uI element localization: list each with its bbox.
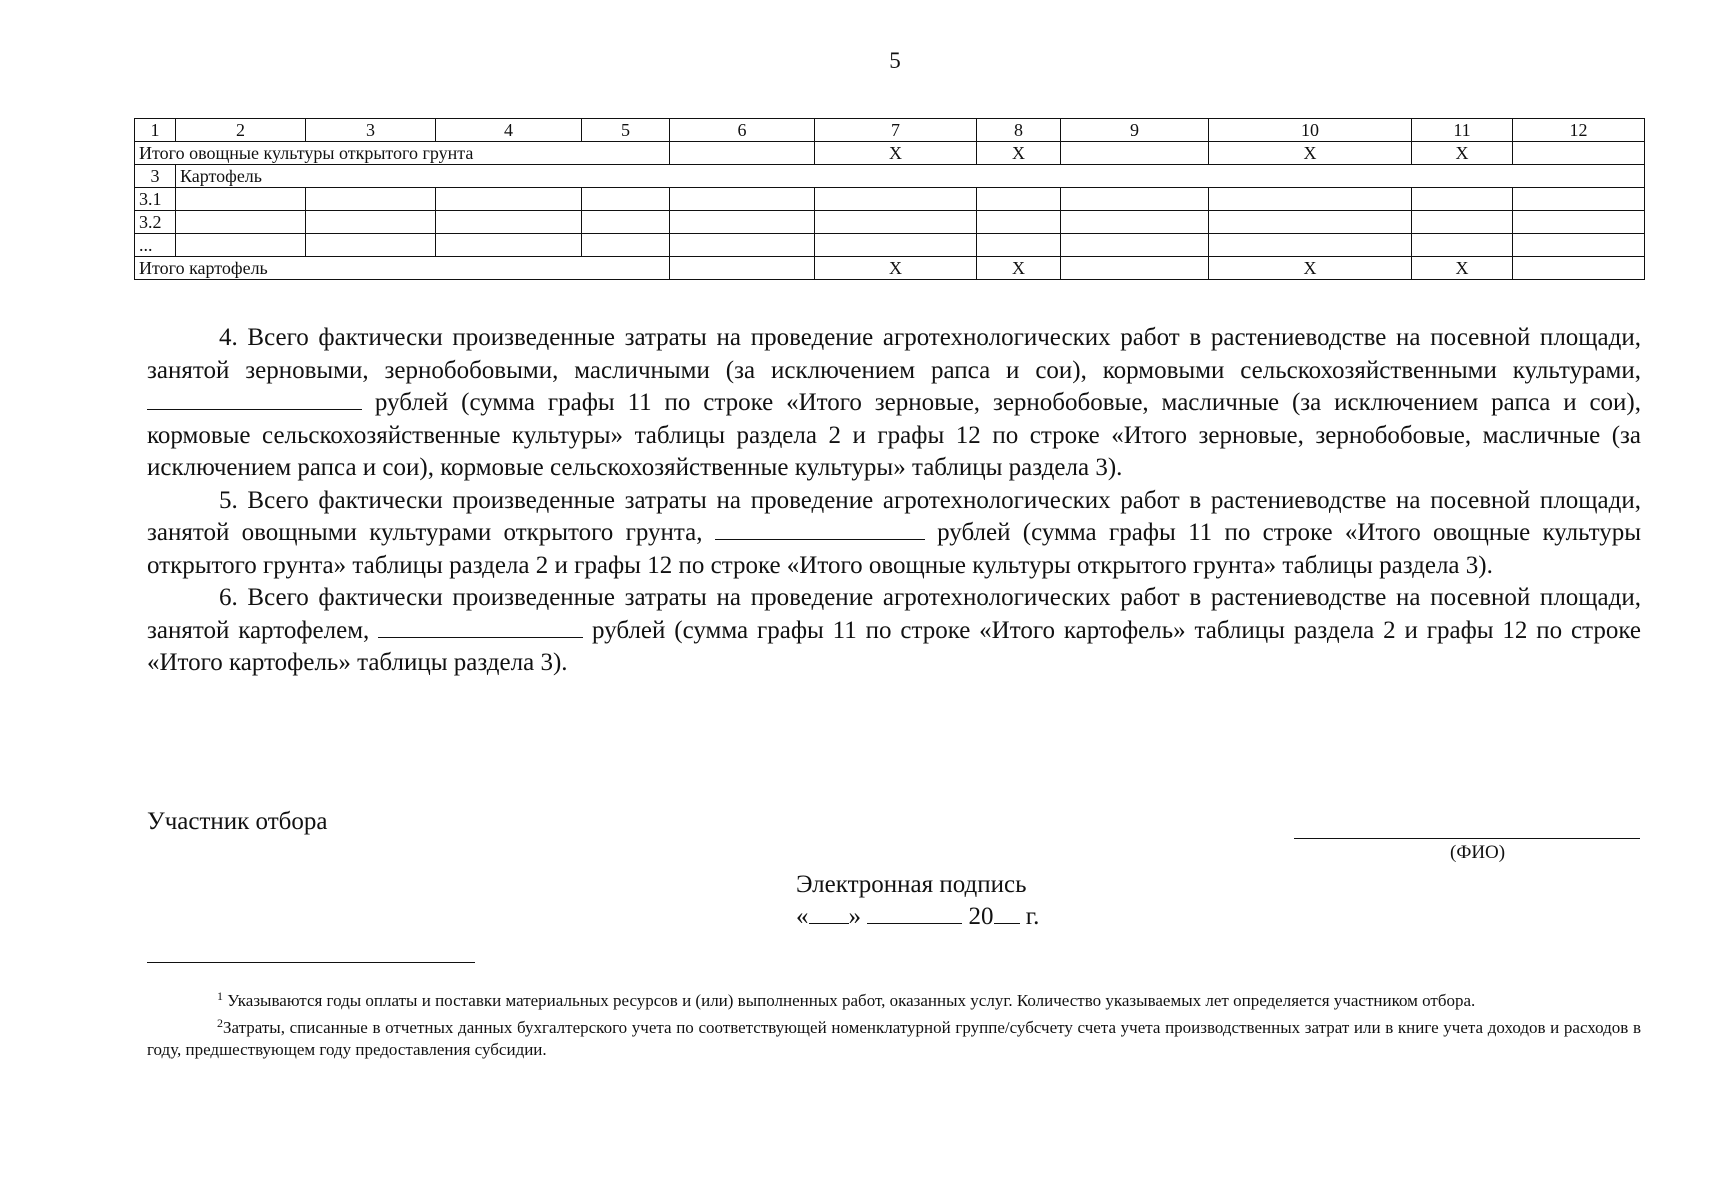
header-cell: 9: [1061, 119, 1209, 142]
paragraph-6: [147, 582, 1641, 680]
table-cell: [306, 234, 436, 257]
header-cell: 4: [436, 119, 582, 142]
table-cell: [582, 234, 670, 257]
table-cell: X: [977, 257, 1061, 280]
table-cell: [977, 234, 1061, 257]
table-cell: [436, 211, 582, 234]
footnote-mark: 2: [217, 1016, 223, 1030]
table-cell: [436, 188, 582, 211]
table-header-row: [135, 119, 1645, 142]
table-cell: X: [1209, 142, 1412, 165]
date-open-quote: «: [796, 903, 809, 930]
header-cell: 11: [1412, 119, 1513, 142]
e-signature-label: Электронная подпись: [796, 871, 1027, 898]
amount-blank-line: [715, 517, 925, 540]
table-cell: X: [1412, 142, 1513, 165]
paragraph-4-text-b: рублей (сумма графы 11 по строке «Итого зерновые, зернобобовые, масличные (за исключением рапса и сои), кормовые сельскохозяйственные культуры» таблицы раздела 2 и графы 12 по строке «Итого зерновые, зернобобовые, масличные (за исключением рапса и сои), кормовые сельскохозяйственные культуры» таблицы раздела 3).: [147, 389, 1642, 481]
table-row: [135, 234, 1645, 257]
header-cell: 5: [582, 119, 670, 142]
body-text: [147, 322, 1641, 680]
paragraph-5: [147, 485, 1641, 583]
page-number: 5: [889, 48, 901, 73]
table-cell: [670, 211, 815, 234]
footnote-text: Указываются годы оплаты и поставки материальных ресурсов и (или) выполненных работ, оказанных услуг. Количество указываемых лет определяется участником отбора.: [227, 991, 1476, 1010]
table-cell: [1061, 211, 1209, 234]
table-cell: X: [977, 142, 1061, 165]
header-cell: 2: [176, 119, 306, 142]
table-cell: X: [815, 142, 977, 165]
table-cell: [815, 211, 977, 234]
table-cell: [1209, 188, 1412, 211]
header-cell: 3: [306, 119, 436, 142]
date-year-suffix: г.: [1025, 903, 1040, 930]
day-blank-line: [809, 901, 849, 924]
date-year-prefix: 20: [968, 903, 994, 930]
table-cell: [1061, 234, 1209, 257]
section-label: Картофель: [176, 165, 1645, 188]
header-cell: 7: [815, 119, 977, 142]
year-blank-line: [994, 901, 1020, 924]
table-row-section-potato: [135, 165, 1645, 188]
paragraph-6-text-a: 6. Всего фактически произведенные затраты на проведение агротехнологических работ в растениеводстве на посевной площади, занятой картофелем,: [147, 584, 1641, 644]
row-number: ...: [135, 234, 176, 257]
table-cell: [977, 211, 1061, 234]
table-cell: [977, 188, 1061, 211]
fio-label: (ФИО): [1450, 842, 1506, 863]
footnote-text: Затраты, списанные в отчетных данных бухгалтерского учета по соответствующей номенклатурной группе/субсчету счета учета производственных затрат или в книге учета доходов и расходов в году, предшествующем году предоставления субсидии.: [147, 1018, 1641, 1059]
date-line: [796, 900, 1039, 933]
participant-label: Участник отбора: [147, 808, 328, 835]
amount-blank-line: [378, 615, 583, 638]
table-cell: [1412, 234, 1513, 257]
footnote-mark: 1: [217, 989, 223, 1003]
row-label: Итого картофель: [135, 257, 670, 280]
footnote-2: [147, 1012, 1641, 1061]
paragraph-5-text-a: 5. Всего фактически произведенные затраты на проведение агротехнологических работ в растениеводстве на посевной площади, занятой овощными культурами открытого грунта,: [147, 486, 1641, 546]
table-cell: [1513, 188, 1645, 211]
footnotes: [147, 985, 1641, 1061]
table-cell: [306, 211, 436, 234]
row-label: Итого овощные культуры открытого грунта: [135, 142, 670, 165]
table-cell: X: [815, 257, 977, 280]
table-cell: [670, 257, 815, 280]
table-cell: [1061, 257, 1209, 280]
amount-blank-line: [147, 387, 362, 410]
table-row: [135, 188, 1645, 211]
table-cell: [1061, 142, 1209, 165]
table-cell: [176, 211, 306, 234]
table-cell: [1209, 234, 1412, 257]
paragraph-4-text-a: 4. Всего фактически произведенные затраты на проведение агротехнологических работ в растениеводстве на посевной площади, занятой зерновыми, зернобобовыми, масличными (за исключением рапса и сои), кормовыми сельскохозяйственными культурами,: [147, 324, 1641, 384]
footnote-1: [147, 985, 1641, 1012]
paragraph-6-text-b: рублей (сумма графы 11 по строке «Итого картофель» таблицы раздела 2 и графы 12 по строке «Итого картофель» таблицы раздела 3).: [147, 616, 1641, 676]
footnote-separator: [147, 962, 475, 963]
table-row: [135, 211, 1645, 234]
table-cell: [1061, 188, 1209, 211]
table-cell: X: [1209, 257, 1412, 280]
row-number: 3.1: [135, 188, 176, 211]
table-cell: [1513, 211, 1645, 234]
header-cell: 6: [670, 119, 815, 142]
table-cell: [1513, 142, 1645, 165]
header-cell: 12: [1513, 119, 1645, 142]
table-cell: [436, 234, 582, 257]
table-cell: [670, 142, 815, 165]
header-cell: 1: [135, 119, 176, 142]
table-cell: [1513, 234, 1645, 257]
table-cell: [815, 234, 977, 257]
costs-table: [134, 118, 1645, 280]
table-cell: [1412, 211, 1513, 234]
table-cell: [582, 211, 670, 234]
date-close-quote: »: [848, 903, 861, 930]
table-cell: [1412, 188, 1513, 211]
fio-signature-line: [1294, 838, 1640, 839]
table-cell: X: [1412, 257, 1513, 280]
table-cell: [1513, 257, 1645, 280]
table-cell: [670, 234, 815, 257]
table-cell: [176, 188, 306, 211]
table-cell: [815, 188, 977, 211]
header-cell: 10: [1209, 119, 1412, 142]
table-cell: [582, 188, 670, 211]
header-cell: 8: [977, 119, 1061, 142]
month-blank-line: [867, 901, 962, 924]
table-row-vegetables-total: [135, 142, 1645, 165]
table-cell: [670, 188, 815, 211]
table-row-potato-total: [135, 257, 1645, 280]
row-number: 3.2: [135, 211, 176, 234]
table-cell: [1209, 211, 1412, 234]
row-number: 3: [135, 165, 176, 188]
paragraph-5-text-b: рублей (сумма графы 11 по строке «Итого овощные культуры открытого грунта» таблицы раздела 2 и графы 12 по строке «Итого овощные культуры открытого грунта» таблицы раздела 3).: [147, 519, 1641, 579]
paragraph-4: [147, 322, 1641, 485]
table-cell: [176, 234, 306, 257]
table-cell: [306, 188, 436, 211]
